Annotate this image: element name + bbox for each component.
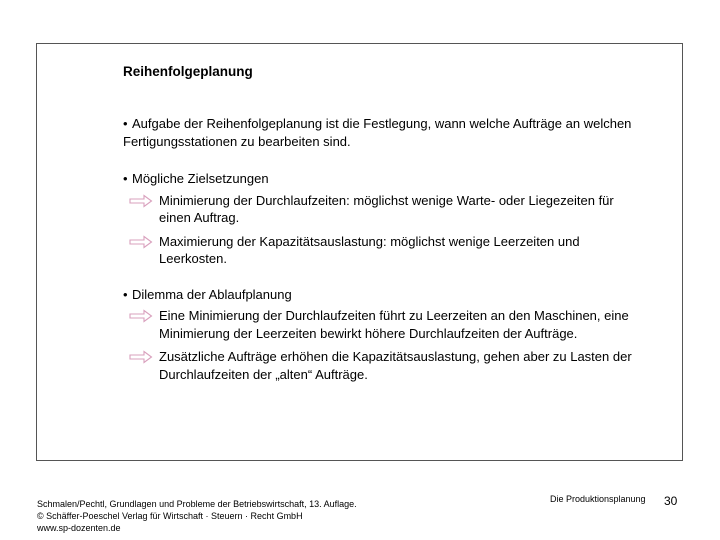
page-number: 30 — [664, 494, 678, 508]
sub-item — [123, 233, 643, 268]
bullet-dot-icon: • — [123, 171, 128, 186]
bullet-item-dilemma — [123, 286, 643, 304]
sub-item — [123, 307, 643, 342]
arrow-right-icon — [129, 194, 153, 208]
sub-item-text: Zusätzliche Aufträge erhöhen die Kapazitätsauslastung, gehen aber zu Lasten der Durchlaufzeiten der „alten“ Aufträge. — [159, 349, 632, 382]
citation-line: www.sp-dozenten.de — [37, 523, 121, 534]
bullet-text: Mögliche Zielsetzungen — [132, 171, 269, 186]
sub-item-text: Minimierung der Durchlaufzeiten: möglichst wenige Warte- oder Liegezeiten für einen Auftrag. — [159, 192, 614, 225]
sub-list-dilemma — [123, 307, 643, 383]
bullet-item-zielsetzungen — [123, 170, 643, 188]
sub-list-zielsetzungen — [123, 192, 643, 268]
citation-line: © Schäffer-Poeschel Verlag für Wirtschaft · Steuern · Recht GmbH — [37, 511, 303, 522]
bullet-text: Dilemma der Ablaufplanung — [132, 286, 292, 302]
citation-line: Schmalen/Pechtl, Grundlagen und Probleme der Betriebswirtschaft, 13. Auflage. — [37, 499, 357, 509]
footer-chapter: Die Produktionsplanung — [550, 494, 646, 504]
arrow-right-icon — [129, 350, 153, 364]
sub-item-text: Eine Minimierung der Durchlaufzeiten führt zu Leerzeiten an den Maschinen, eine Minimierung der Leerzeiten bewirkt höhere Durchlaufzeiten der Aufträge. — [159, 308, 629, 341]
bullet-dot-icon: • — [123, 286, 128, 302]
sub-item-text: Maximierung der Kapazitätsauslastung: möglichst wenige Leerzeiten und Leerkosten. — [159, 233, 580, 266]
slide-content — [123, 115, 643, 383]
bullet-text: Aufgabe der Reihenfolgeplanung ist die Festlegung, wann welche Aufträge an welchen Fertigungsstationen zu bearbeiten sind. — [123, 116, 632, 149]
bullet-dot-icon: • — [123, 116, 128, 131]
sub-item — [123, 192, 643, 227]
arrow-right-icon — [129, 235, 153, 249]
arrow-right-icon — [129, 309, 153, 323]
footer-citation — [37, 498, 477, 535]
sub-item — [123, 348, 643, 383]
slide-title: Reihenfolgeplanung — [123, 64, 253, 79]
bullet-item-aufgabe — [123, 115, 643, 150]
